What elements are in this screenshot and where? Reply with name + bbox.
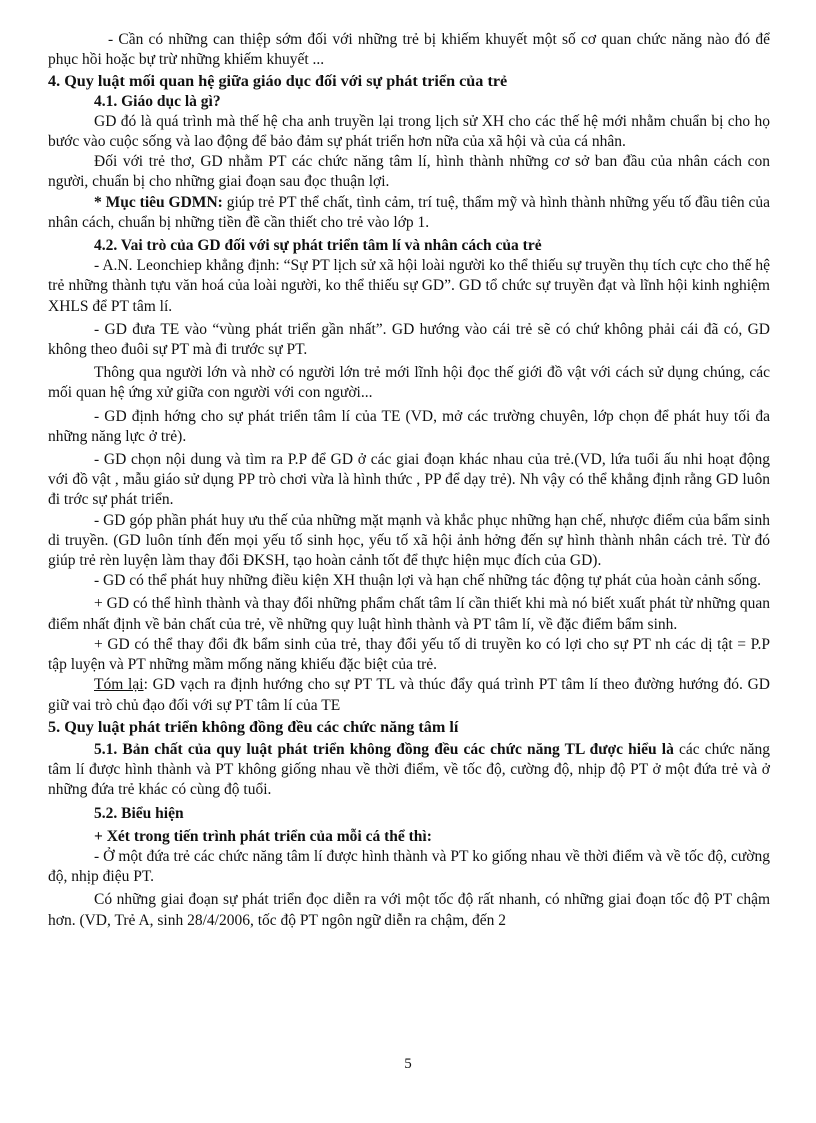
goal-label: * Mục tiêu GDMN: [94, 193, 223, 211]
page-number: 5 [404, 1056, 412, 1072]
paragraph-gd-change-innate: + GD có thể thay đổi đk bẩm sinh của trẻ, thay đổi yếu tố di truyền ko có lợi cho sự PT nh các dị tật = P.P tập luyện và PT những mầm mống năng khiếu đặc biệt của trẻ. [48, 635, 770, 674]
paragraph-intervention: - Cần có những can thiệp sớm đối với những trẻ bị khiếm khuyết một số cơ quan chức năng nào đó để phục hồi hoặc bự trừ những khiếm khuyết ... [48, 31, 770, 69]
paragraph-gd-definition: GD đó là quá trình mà thế hệ cha anh truyền lại trong lịch sử XH cho các thế hệ mới nhằm chuẩn bị cho họ bước vào cuộc sống và lao động để bảo đảm sự phát triển hơn nữa của xã hội và của cá nhân. [48, 112, 770, 151]
paragraph-5-1 [48, 740, 770, 801]
paragraph-gd-form-qualities: + GD có thể hình thành và thay đổi những phẩm chất tâm lí cần thiết khi mà nó biết xuất phát từ những quan điểm nhất định về bản chất của trẻ, về những quy luật hình thành và PT tâm lí, về đặc điểm bẩm sinh. [48, 595, 770, 633]
document-page [48, 30, 770, 931]
paragraph-through-adults: Thông qua người lớn và nhờ có người lớn trẻ mới lĩnh hội đọc thế giới đồ vật với cách sử dụng chúng, các mối quan hệ ứng xử giữa con người với con người... [48, 364, 770, 402]
heading-section-5: 5. Quy luật phát triển không đồng đều các chức năng tâm lí [48, 717, 459, 736]
paragraph-gd-strengths: - GD góp phần phát huy ưu thế của những mặt mạnh và khắc phục những hạn chế, nhược điểm của bẩm sinh di truyền. (GD luôn tính đến mọi yếu tố sinh học, yếu tố xã hội ảnh hởng đến sự hình thành nhân cách trẻ. Từ đó giúp trẻ rèn luyện làm thay đổi ĐKSH, tạo hoàn cảnh tốt để thực hiện mục đích của GD). [48, 511, 770, 570]
heading-5-1: 5.1. Bản chất của quy luật phát triển không đồng đều các chức năng TL được hiểu là [94, 740, 674, 758]
heading-4-1: 4.1. Giáo dục là gì? [94, 92, 221, 110]
heading-section-4: 4. Quy luật mối quan hệ giữa giáo dục đối với sự phát triển của trẻ [48, 72, 508, 91]
paragraph-gd-content: - GD chọn nội dung và tìm ra P.P để GD ở các giai đoạn khác nhau của trẻ.(VD, lứa tuổi ấu nhi hoạt động với đồ vật , mẫu giáo sử dụng PP trò chơi vừa là hình thức , PP để dạy trẻ). Nh vậy có thể khẳng định rằng GD luôn đi trớc sự phát triển. [48, 451, 770, 509]
heading-5-2: 5.2. Biểu hiện [94, 804, 184, 822]
paragraph-zone-of-development: - GD đưa TE vào “vùng phát triển gần nhất”. GD hướng vào cái trẻ sẽ có chứ không phải cái đã có, GD không theo đuôi sự PT mà đi trước sự PT. [48, 320, 770, 359]
paragraph-summary [48, 675, 770, 715]
paragraph-gd-orientation: - GD định hớng cho sự phát triển tâm lí của TE (VD, mở các trường chuyên, lớp chọn để phát huy tối đa những năng lực ở trẻ). [48, 407, 770, 445]
summary-text: : GD vạch ra định hướng cho sự PT TL và thúc đẩy quá trình PT tâm lí theo đường hướng đó. GD giữ vai trò chủ đạo đối với sự PT tâm lí của TE [48, 676, 770, 714]
paragraph-5-1-text: các chức năng tâm lí được hình thành và PT không giống nhau về thời điểm, về tốc độ, cường độ, nhịp độ PT ở một đứa trẻ và ở những đứa trẻ khác có cùng độ tuổi. [48, 740, 771, 799]
summary-label: Tóm lại [94, 676, 144, 694]
paragraph-leonchiep: - A.N. Leonchiep khẳng định: “Sự PT lịch sử xã hội loài người ko thể thiếu sự truyền thụ tích cực cho thế hệ trẻ những thành tựu văn hoá của loài người, ko thể thiếu sự GD”. GD tổ chức sự truyền đạt và lĩnh hội kinh nghiệm XHLS để PT tâm lí. [48, 257, 770, 315]
goal-text: giúp trẻ PT thể chất, tình cảm, trí tuệ, thẩm mỹ và hình thành những yếu tố đầu tiên của nhân cách, chuẩn bị những tiền đề cần thiết cho trẻ vào lớp 1. [48, 193, 770, 231]
paragraph-gd-conditions: - GD có thể phát huy những điều kiện XH thuận lợi và hạn chế những tác động tự phát của hoàn cảnh sống. [94, 572, 762, 590]
heading-individual-development: + Xét trong tiến trình phát triển của mỗi cá thể thì: [94, 827, 432, 845]
paragraph-gd-children: Đối với trẻ thơ, GD nhằm PT các chức năng tâm lí, hình thành những cơ sở ban đầu của nhân cách con người, chuẩn bị cho những giai đoạn sau đọc thuận lợi. [48, 153, 770, 191]
heading-4-2: 4.2. Vai trò của GD đối với sự phát triển tâm lí và nhân cách của trẻ [94, 237, 542, 255]
paragraph-stages-speed: Có những giai đoạn sự phát triển đọc diễn ra với một tốc độ rất nhanh, có những giai đoạn tốc độ PT chậm hơn. (VD, Trẻ A, sinh 28/4/2006, tốc độ PT ngôn ngữ diễn ra chậm, đến 2 [48, 891, 770, 929]
paragraph-one-child: - Ở một đứa trẻ các chức năng tâm lí được hình thành và PT ko giống nhau về thời điểm và về tốc độ, cường độ, nhịp điệu PT. [48, 847, 770, 886]
paragraph-goal-gdmn [48, 193, 770, 233]
